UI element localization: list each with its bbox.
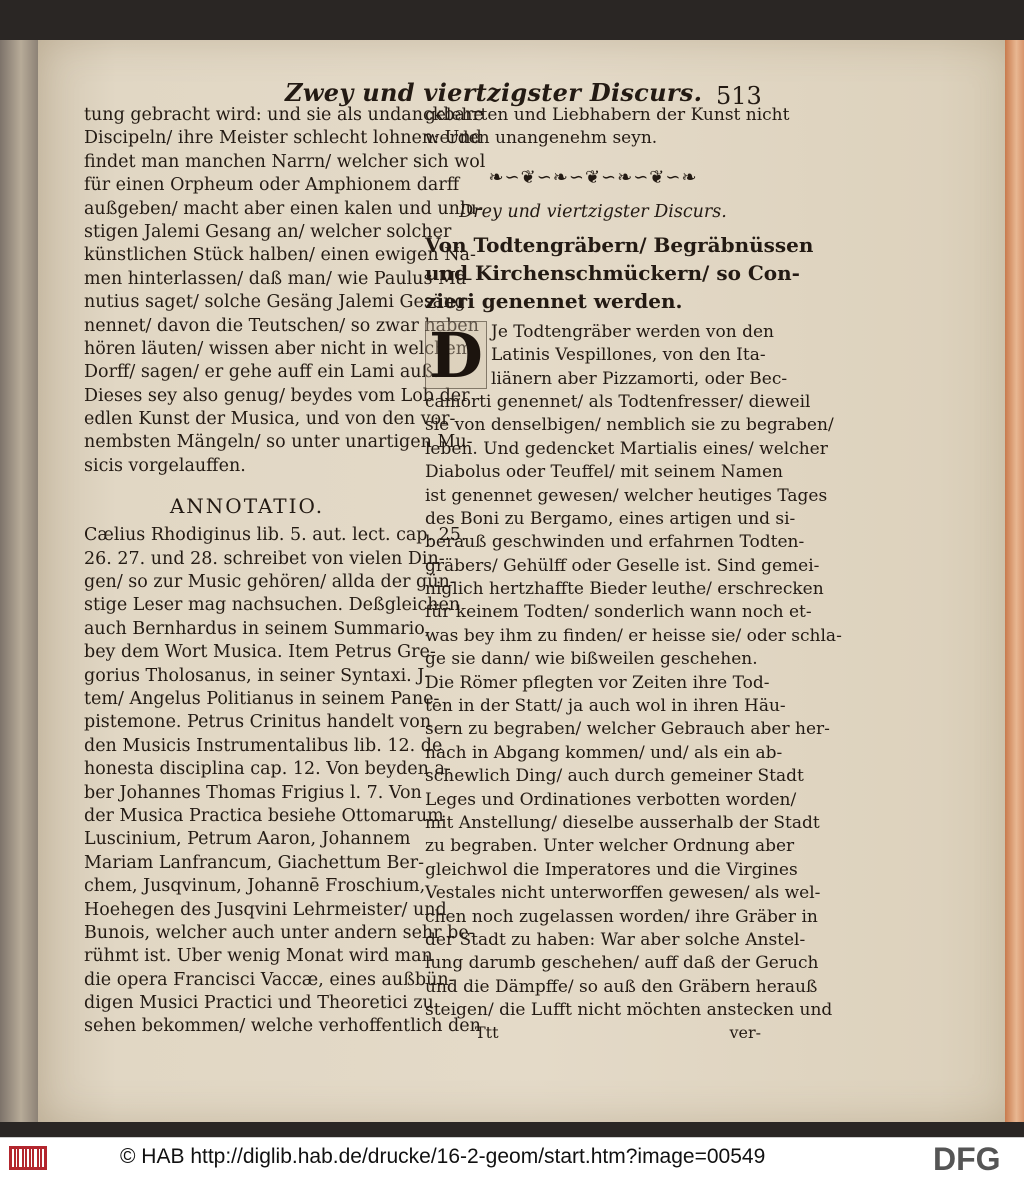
text-line: Leges und Ordinationes verbotten worden/: [425, 789, 797, 810]
catchword: ver-: [729, 1022, 761, 1042]
text-line: künstlichen Stück halben/ einen ewigen Na-: [84, 245, 476, 266]
text-line: ist genennet gewesen/ welcher heutiges Tages: [425, 485, 828, 506]
annotatio-heading: ANNOTATIO.: [169, 494, 325, 519]
text-line: liänern aber Pizzamorti, oder Bec-: [491, 368, 788, 389]
footer-bar: [0, 1137, 1024, 1177]
text-line: Die Römer pflegten vor Zeiten ihre Tod-: [425, 672, 770, 693]
previous-page-edge: [0, 40, 38, 1122]
text-line: nach in Abgang kommen/ und/ als ein ab-: [425, 742, 783, 763]
text-line: stige Leser mag nachsuchen. Deßgleichen: [84, 595, 461, 616]
text-line: berauß geschwinden und erfahrnen Todten-: [425, 532, 805, 553]
text-line: tem/ Angelus Politianus in seinem Pane-: [84, 688, 440, 709]
text-line: findet man manchen Narrn/ welcher sich wol: [84, 151, 486, 172]
text-line: werden unangenehm seyn.: [425, 128, 658, 149]
text-line: gräbers/ Gehülff oder Geselle ist. Sind gemei-: [425, 555, 820, 576]
text-line: sern zu begraben/ welcher Gebrauch aber her-: [425, 719, 830, 740]
right-column: [425, 104, 842, 1046]
text-line: gleichwol die Imperatores und die Virgines: [425, 859, 798, 880]
text-line: den Musicis Instrumentalibus lib. 12. de: [84, 735, 443, 756]
text-line: ten in der Statt/ ja auch wol in ihren Häu-: [425, 696, 786, 717]
text-line: nennet/ davon die Teutschen/ so zwar haben: [84, 315, 479, 336]
headline-line: und Kirchenschmückern/ so Con-: [425, 260, 800, 285]
text-line: 26. 27. und 28. schreibet von vielen Din-: [84, 548, 445, 569]
signature-mark: Ttt: [475, 1022, 499, 1042]
page-edge-strip: [1005, 40, 1024, 1122]
text-line: Dieses sey also genug/ beydes vom Lob der: [84, 385, 470, 406]
chapter-subheading: Drey und viertzigster Discurs.: [459, 201, 727, 222]
text-line: Latinis Vespillones, von den Ita-: [491, 345, 766, 366]
text-line: sehen bekommen/ welche verhoffentlich den: [84, 1016, 481, 1037]
headline-line: Von Todtengräbern/ Begräbnüssen: [425, 232, 814, 257]
text-line: gorius Tholosanus, in seiner Syntaxi. J-: [84, 665, 431, 686]
copyright-url[interactable]: © HAB http://diglib.hab.de/drucke/16-2-geom/start.htm?image=00549: [120, 1145, 766, 1168]
text-line: bey dem Wort Musica. Item Petrus Gre-: [84, 642, 436, 663]
left-column: [84, 104, 486, 1039]
text-line: Cælius Rhodiginus lib. 5. aut. lect. cap. 25.: [84, 525, 467, 546]
text-line: gelehrten und Liebhabern der Kunst nicht: [425, 105, 790, 125]
text-line: tung gebracht wird: und sie als undanckbare: [84, 105, 484, 125]
text-line: hören läuten/ wissen aber nicht in welchem: [84, 338, 473, 359]
text-line: steigen/ die Lufft nicht möchten anstecken und: [425, 1000, 833, 1021]
text-line: auch Bernhardus in seinem Summario,: [84, 618, 431, 639]
text-line: für einen Orpheum oder Amphionem darff: [84, 175, 460, 196]
text-line: lung darumb geschehen/ auff daß der Geruch: [425, 953, 819, 974]
text-line: leben. Und gedencket Martialis eines/ welcher: [425, 438, 828, 459]
headline-line: zieri genennet werden.: [425, 288, 683, 313]
drop-cap-initial: D: [425, 321, 487, 389]
chapter-headline: [425, 231, 814, 315]
text-line: Diabolus oder Teuffel/ mit seinem Namen: [425, 462, 783, 483]
text-line: ge sie dann/ wie bißweilen geschehen.: [425, 649, 758, 670]
text-line: ber Johannes Thomas Frigius l. 7. Von: [84, 782, 422, 803]
text-line: mit Anstellung/ dieselbe ausserhalb der Stadt: [425, 812, 820, 833]
text-line: und die Dämpffe/ so auß den Gräbern herauß: [425, 976, 818, 997]
text-line: sicis vorgelauffen.: [84, 455, 246, 476]
text-line: die opera Francisci Vaccæ, eines außbün-: [84, 969, 455, 990]
text-line: Discipeln/ ihre Meister schlecht lohnen: Und: [84, 128, 482, 149]
text-line: chen noch zugelassen worden/ ihre Gräber in: [425, 906, 818, 927]
barcode-icon: [8, 1145, 48, 1171]
ornament-divider: ❧∽❦∽❧∽❦∽❧∽❦∽❧: [488, 166, 698, 188]
text-line: digen Musici Practici und Theoretici zu: [84, 993, 434, 1014]
text-line: edlen Kunst der Musica, und von den vor-: [84, 409, 456, 430]
annotation-text-block: [84, 524, 481, 1039]
text-line: pistemone. Petrus Crinitus handelt von: [84, 712, 432, 733]
text-line: was bey ihm zu finden/ er heisse sie/ oder schla-: [425, 625, 842, 646]
dfg-logo: [933, 1141, 1019, 1177]
text-line: sie von denselbigen/ nemblich sie zu begraben/: [425, 415, 834, 436]
text-line: des Boni zu Bergamo, eines artigen und si-: [425, 508, 796, 529]
text-line: nutius saget/ solche Gesäng Jalemi Gesäng: [84, 292, 466, 313]
running-head: Zwey und viertzigster Discurs.: [285, 78, 703, 107]
text-line: chem, Jusqvinum, Johannē Froschium,: [84, 876, 426, 897]
text-line: honesta disciplina cap. 12. Von beyden a-: [84, 759, 451, 780]
text-line: stigen Jalemi Gesang an/ welcher solcher: [84, 221, 452, 242]
dfg-logo-text: DFG: [933, 1141, 1001, 1177]
text-line: Luscinium, Petrum Aaron, Johannem: [84, 829, 411, 850]
page-number: 513: [716, 82, 762, 110]
text-line: nembsten Mängeln/ so unter unartigen Mu-: [84, 432, 473, 453]
text-line: der Stadt zu haben: War aber solche Anstel-: [425, 929, 806, 950]
text-line: Mariam Lanfrancum, Giachettum Ber-: [84, 852, 424, 873]
text-line: camorti genennet/ als Todtenfresser/ dieweil: [425, 391, 811, 412]
text-line: der Musica Practica besiehe Ottomarum: [84, 805, 444, 826]
text-line: für keinem Todten/ sonderlich wann noch et-: [425, 602, 812, 623]
text-line: rühmt ist. Uber wenig Monat wird man: [84, 946, 433, 967]
left-text-block: [84, 104, 486, 478]
text-line: zu begraben. Unter welcher Ordnung aber: [425, 836, 795, 857]
text-line: gen/ so zur Music gehören/ allda der gün-: [84, 572, 456, 593]
text-line: niglich hertzhaffte Bieder leuthe/ erschrecken: [425, 579, 824, 600]
dropcap-paragraph: [425, 318, 788, 392]
right-opening-block: [425, 104, 790, 151]
text-line: Vestales nicht unterworffen gewesen/ als wel-: [425, 883, 821, 904]
text-line: men hinterlassen/ daß man/ wie Paulus Ma-: [84, 268, 473, 289]
right-text-block: [425, 391, 842, 1023]
text-line: Je Todtengräber werden von den: [491, 321, 774, 342]
text-line: Bunois, welcher auch unter andern sehr be-: [84, 922, 475, 943]
text-line: schewlich Ding/ auch durch gemeiner Stadt: [425, 766, 804, 787]
text-line: außgeben/ macht aber einen kalen und unlu-: [84, 198, 483, 219]
catchword-row: [425, 1023, 761, 1046]
text-line: Dorff/ sagen/ er gehe auff ein Lami auß.: [84, 362, 439, 383]
text-line: Hoehegen des Jusqvini Lehrmeister/ und: [84, 899, 447, 920]
